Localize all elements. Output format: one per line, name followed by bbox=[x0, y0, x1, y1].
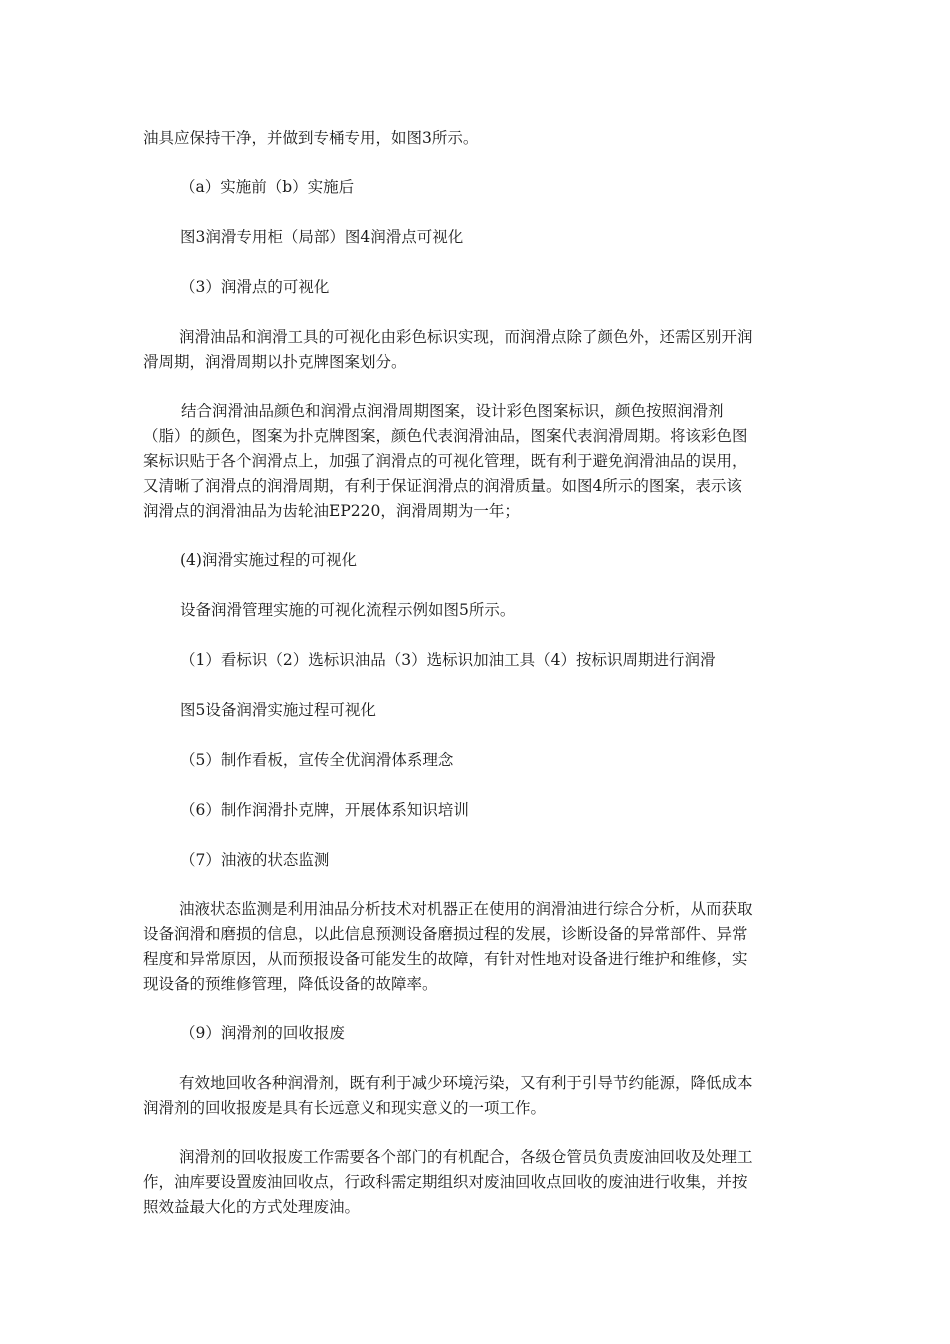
heading-lubricant-recycling: （9）润滑剂的回收报废 bbox=[180, 1024, 345, 1042]
caption-figure-5: 图5设备润滑实施过程可视化 bbox=[180, 701, 376, 719]
paragraph-process-flow-example: 设备润滑管理实施的可视化流程示例如图5所示。 bbox=[180, 601, 516, 619]
paragraph-lubricant-color-marking: 润滑油品和润滑工具的可视化由彩色标识实现，而润滑点除了颜色外，还需区别开润 滑周期，润滑周期以扑克牌图案划分。 bbox=[143, 328, 753, 371]
heading-process-visualization: (4)润滑实施过程的可视化 bbox=[180, 551, 357, 569]
paragraph-recycling-cooperation: 润滑剂的回收报废工作需要各个部门的有机配合，各级仓管员负责废油回收及处理工 作，油库要设置废油回收点，行政科需定期组织对废油回收点回收的废油进行收集，并按 照效益最大化的方式处理废油。 bbox=[143, 1148, 753, 1216]
caption-process-steps: （1）看标识（2）选标识油品（3）选标识加油工具（4）按标识周期进行润滑 bbox=[180, 651, 716, 669]
heading-lubrication-point-visualization: （3）润滑点的可视化 bbox=[180, 278, 330, 296]
heading-poker-cards: （6）制作润滑扑克牌，开展体系知识培训 bbox=[180, 801, 469, 819]
caption-figure-3-4: 图3润滑专用柜（局部）图4润滑点可视化 bbox=[180, 228, 464, 246]
heading-oil-condition-monitoring: （7）油液的状态监测 bbox=[180, 851, 330, 869]
caption-before-after: （a）实施前（b）实施后 bbox=[180, 178, 355, 196]
paragraph-color-pattern-label: 结合润滑油品颜色和润滑点润滑周期图案，设计彩色图案标识，颜色按照润滑剂 （脂）的颜色，图案为扑克牌图案，颜色代表润滑油品，图案代表润滑周期。将该彩色图 案标识贴于各个润滑点上，加强了润滑点的可视化管理，既有利于避免润滑油品的误用， 又清晰了润滑点的润滑周期，有利于保证润滑点的润滑质量。如图4所示的图案，表示该 润滑点的润滑油品为齿轮油EP220，润滑周期为一年； bbox=[143, 402, 748, 520]
heading-kanban: （5）制作看板，宣传全优润滑体系理念 bbox=[180, 751, 454, 769]
paragraph-recycling-benefits: 有效地回收各种润滑剂，既有利于减少环境污染，又有利于引导节约能源，降低成本 润滑剂的回收报废是具有长远意义和现实意义的一项工作。 bbox=[143, 1074, 753, 1117]
paragraph-oil-tools-clean: 油具应保持干净，并做到专桶专用，如图3所示。 bbox=[143, 129, 479, 147]
paragraph-oil-condition-monitoring: 油液状态监测是利用油品分析技术对机器正在使用的润滑油进行综合分析，从而获取 设备润滑和磨损的信息，以此信息预测设备磨损过程的发展，诊断设备的异常部件、异常 程度和异常原因，从而预报设备可能发生的故障，有针对性地对设备进行维护和维修，实 现设备的预维修管理，降低设备的故障率。 bbox=[143, 900, 753, 993]
